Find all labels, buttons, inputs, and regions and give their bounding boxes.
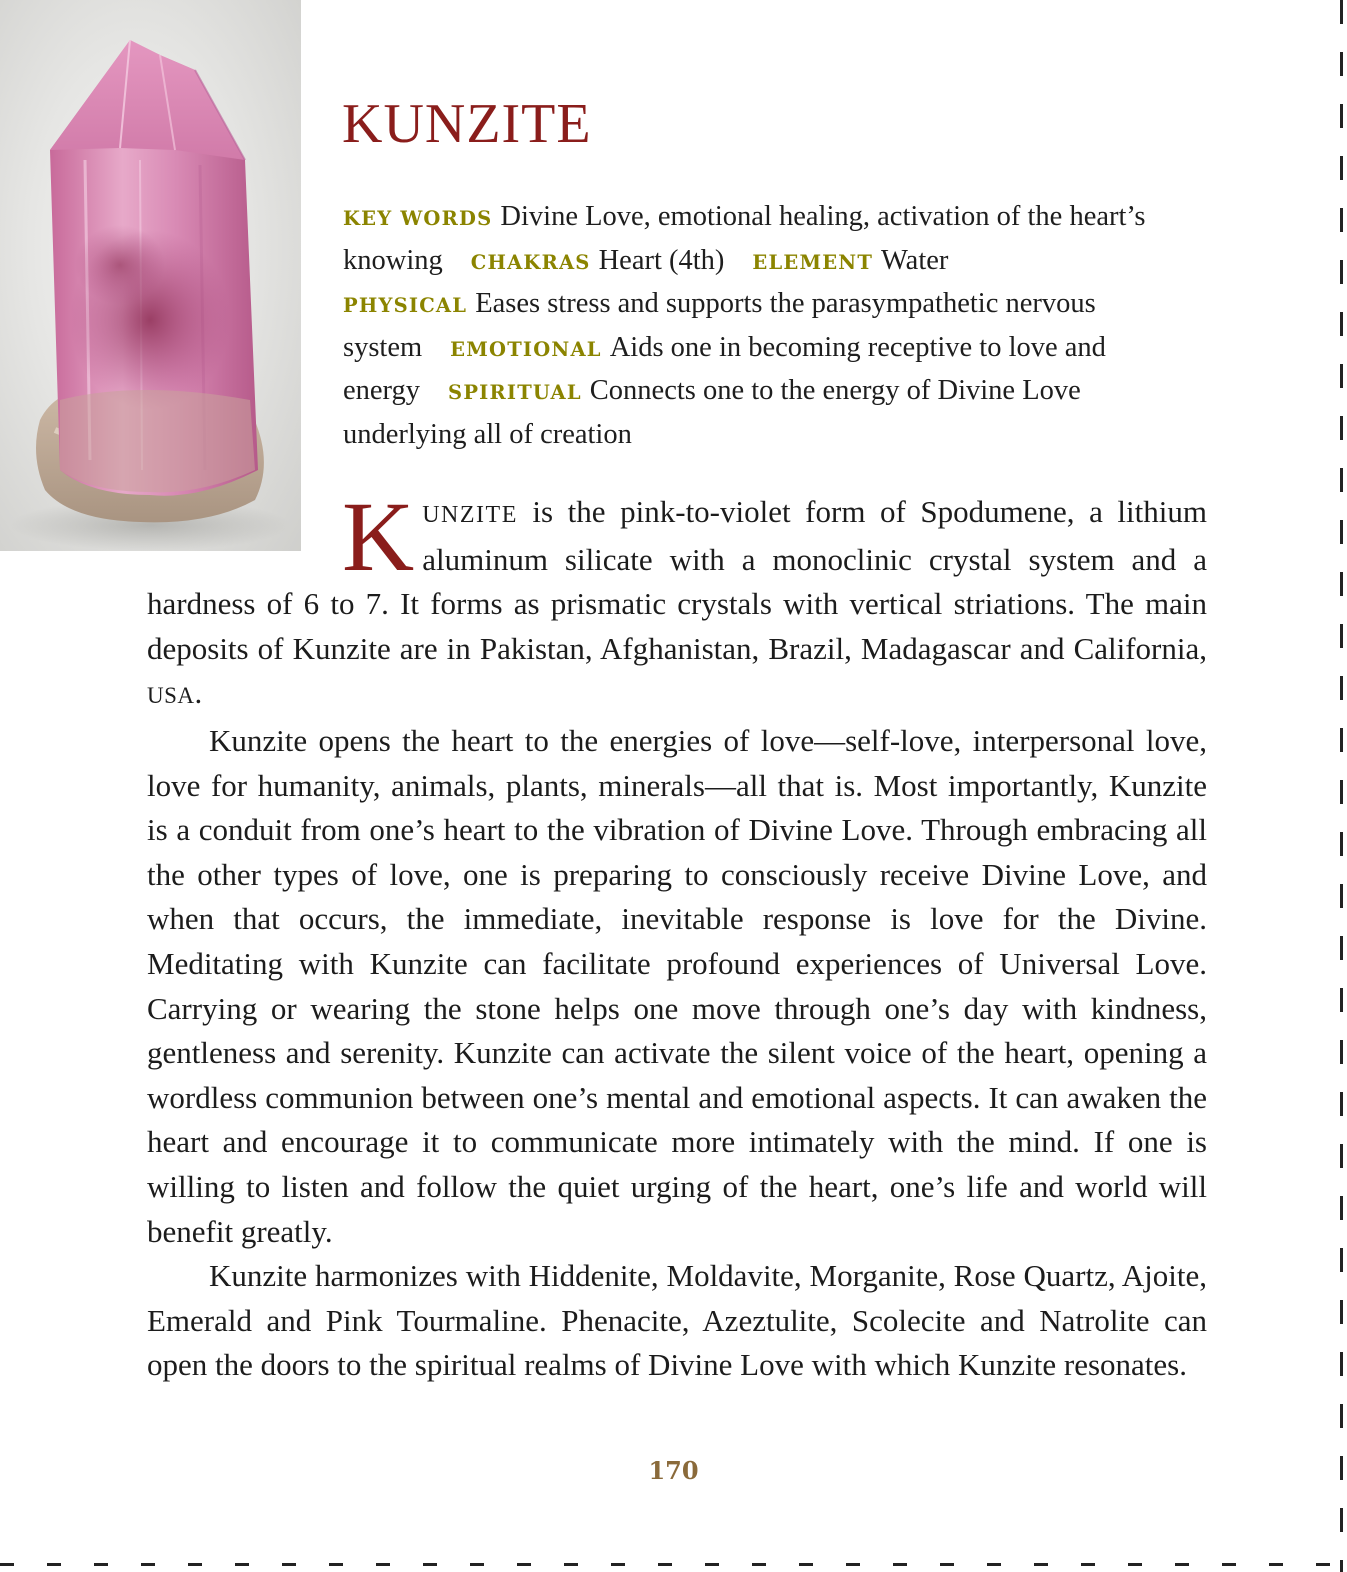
physical-label: PHYSICAL <box>343 294 468 318</box>
kunzite-crystal-illustration <box>0 0 301 551</box>
emotional-value: Aids one in becoming receptive to love and energy <box>343 331 1106 407</box>
page-number: 170 <box>648 1456 699 1485</box>
intro-text: is the pink-to-violet form of Spodumene, a lithium aluminum silicate with a monoclinic crystal system and a hardness of 6 to 7. It forms as prismatic crystals with vertical striations. The main deposits of Kunzite are in Pakistan, Afghanistan, Brazil, Madagascar and California, <box>147 494 1207 666</box>
key-words-value: Divine Love, emotional healing, activation of the heart’s knowing <box>343 201 1146 276</box>
key-words-label: KEY WORDS <box>343 207 493 230</box>
spiritual-value: Connects one to the energy of Divine Love underlying all of creation <box>343 375 1081 450</box>
intro-text-end: . <box>194 675 203 711</box>
chakras-value: Heart (4th) <box>598 244 725 276</box>
intro-lead-word: UNZITE <box>422 502 518 528</box>
emotional-label: EMOTIONAL <box>450 337 602 361</box>
right-crop-marks <box>1340 0 1343 1572</box>
article-body <box>147 481 1207 1388</box>
kunzite-crystal-photo <box>0 0 301 551</box>
paragraph-intro <box>147 481 1207 719</box>
element-label: ELEMENT <box>752 250 874 274</box>
stone-attributes <box>343 196 1163 456</box>
intro-country-abbrev: USA <box>147 683 195 709</box>
element-value: Water <box>881 244 949 276</box>
chakras-label: CHAKRAS <box>470 250 591 274</box>
bottom-crop-marks <box>0 1563 1347 1566</box>
page-title: KUNZITE <box>342 93 592 155</box>
spiritual-label: SPIRITUAL <box>448 381 582 405</box>
drop-cap: K <box>342 481 415 592</box>
paragraph-harmonizes: Kunzite harmonizes with Hiddenite, Moldavite, Morganite, Rose Quartz, Ajoite, Emerald and Pink Tourmaline. Phenacite, Azeztulite, Scolecite and Natrolite can open the doors to the spiritual realms of Divine Love with which Kunzite resonates. <box>147 1258 1207 1383</box>
physical-value: Eases stress and supports the parasympathetic nervous system <box>343 288 1096 363</box>
paragraph-love: Kunzite opens the heart to the energies of love—self-love, interpersonal love, love for humanity, animals, plants, minerals—all that is. Most importantly, Kunzite is a conduit from one’s heart to the vibration of Divine Love. Through embracing all the other types of love, one is preparing to consciously receive Divine Love, and when that occurs, the immediate, inevitable response is love for the Divine. Meditating with Kunzite can facilitate profound experiences of Universal Love. Carrying or wearing the stone helps one move through one’s day with kindness, gentleness and serenity. Kunzite can activate the silent voice of the heart, opening a wordless communion between one’s mental and emotional aspects. It can awaken the heart and encourage it to communicate more intimately with the mind. If one is willing to listen and follow the quiet urging of the heart, one’s life and world will benefit greatly. <box>147 722 1207 1249</box>
